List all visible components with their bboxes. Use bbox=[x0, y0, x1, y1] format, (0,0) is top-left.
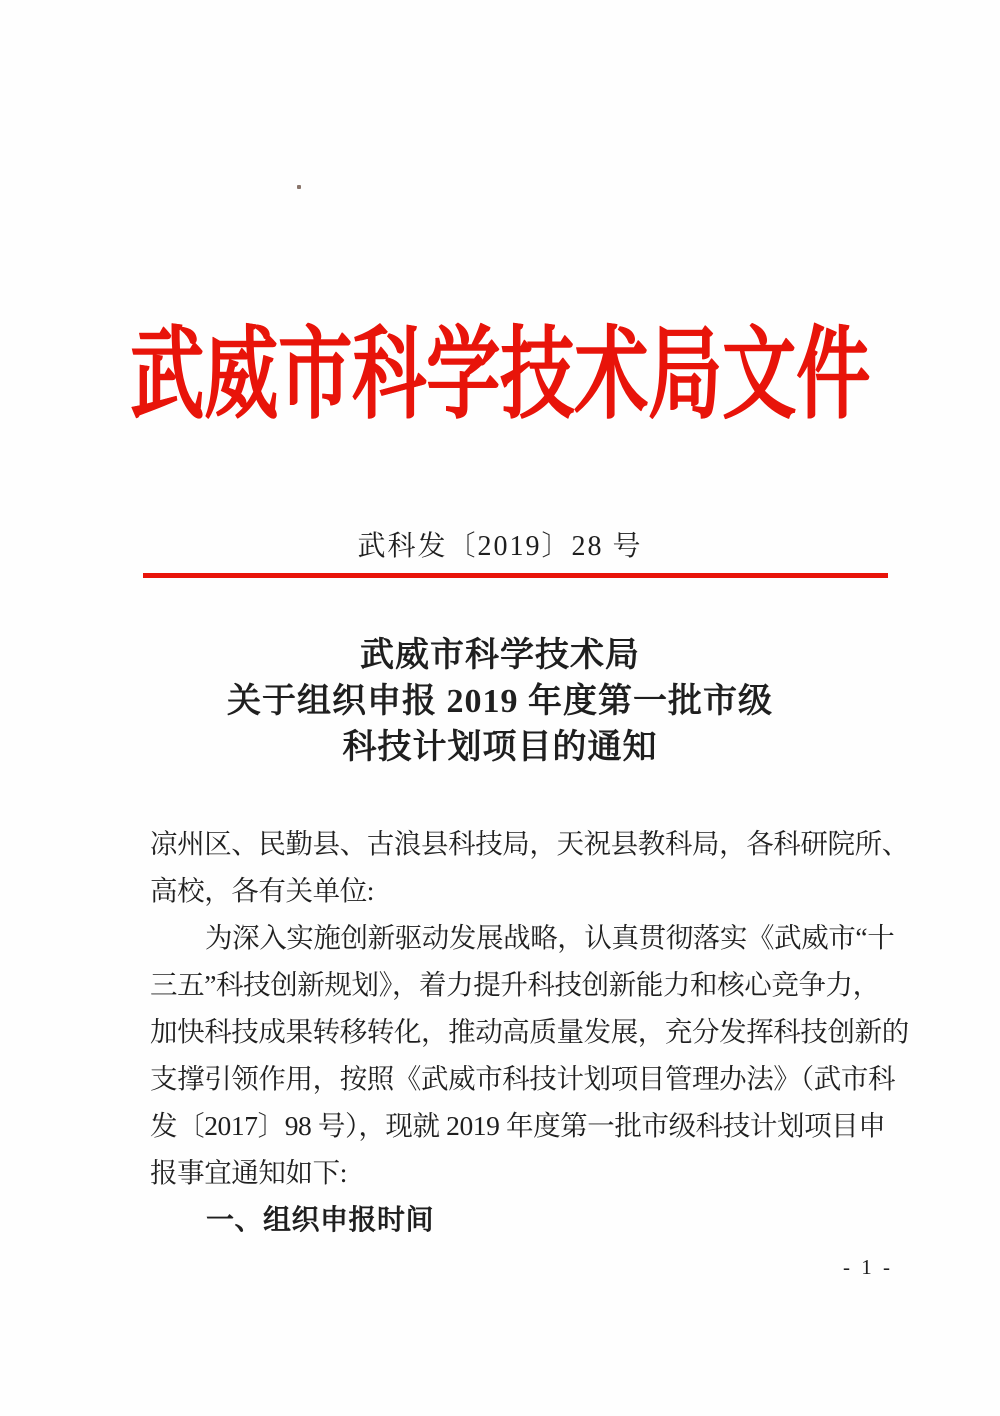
addressee-line: 高校，各有关单位: bbox=[150, 875, 375, 906]
document-header-banner bbox=[0, 320, 1000, 433]
body-text-line: 报事宜通知如下: bbox=[150, 1157, 347, 1188]
body-text-line: 支撑引领作用，按照《武威市科技计划项目管理办法》（武市科 bbox=[150, 1063, 896, 1094]
body-text-line: 发〔2017〕98 号），现就 2019 年度第一批市级科技计划项目申 bbox=[150, 1110, 886, 1141]
body-text-line: 加快科技成果转移转化，推动高质量发展，充分发挥科技创新的 bbox=[150, 1016, 909, 1047]
document-title-line: 科技计划项目的通知 bbox=[342, 729, 658, 766]
body-text-line: 三五”科技创新规划》，着力提升科技创新能力和核心竞争力， bbox=[150, 969, 880, 1000]
document-body bbox=[150, 820, 909, 1243]
section-heading: 一、组织申报时间 bbox=[206, 1204, 435, 1235]
scan-artifact-speck bbox=[297, 185, 301, 189]
red-divider-rule bbox=[143, 573, 888, 578]
document-header-banner-text: 武威市科学技术局文件 bbox=[130, 320, 870, 433]
document-title bbox=[0, 633, 1000, 771]
document-title-line: 武威市科学技术局 bbox=[360, 637, 640, 674]
document-title-line: 关于组织申报 2019 年度第一批市级 bbox=[227, 683, 773, 720]
addressee-line: 凉州区、民勤县、古浪县科技局，天祝县教科局，各科研院所、 bbox=[150, 828, 909, 859]
document-number: 武科发〔2019〕28 号 bbox=[357, 531, 643, 562]
body-text-line: 为深入实施创新驱动发展战略，认真贯彻落实《武威市“十 bbox=[205, 922, 895, 953]
page-number: - 1 - bbox=[843, 1255, 893, 1279]
